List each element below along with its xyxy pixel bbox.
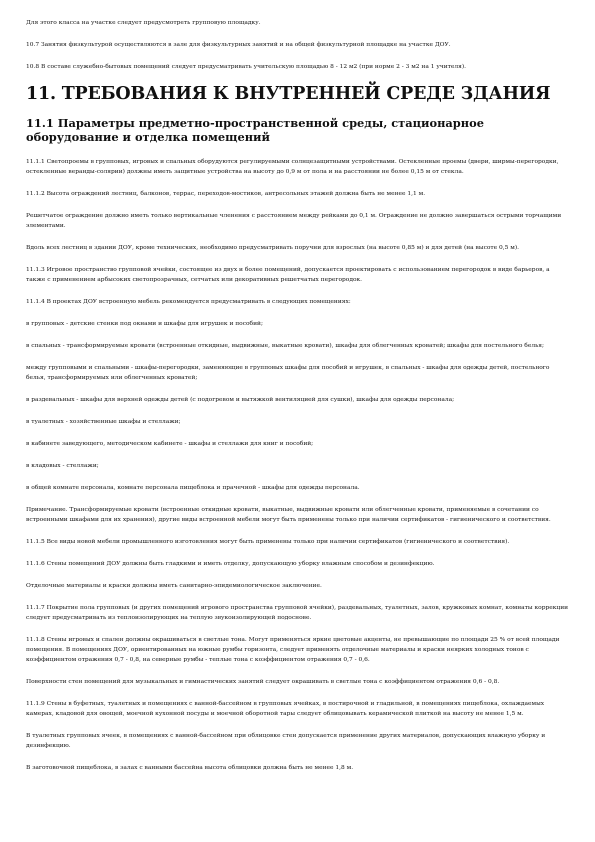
list-item: в туалетных - хозяйственные шкафы и стеллажи; xyxy=(26,419,181,425)
paragraph-11-1-1: 11.1.1 Светопроемы в групповых, игровых и спальных оборудуются регулируемыми солнцезащитными устройствами. Остекленные проемы (двери, ширмы-перегородки, остекленные веранды-солярии) должны иметь защитные устройства на высоту до 0,9 м от пола и на расстоянии не более 0,15 м от стекла. xyxy=(26,159,559,175)
list-item: между групповыми и спальными - шкафы-перегородки, заменяющие в групповых шкафы для пособий и игрушек, в спальных - шкафы для одежды детей, постельного белья, трансформируемых или облегченных кроватей; xyxy=(26,365,550,381)
paragraph-kitchen: В заготовочной пищеблока, в залах с ванными бассейна высота облицовки должна быть не менее 1,8 м. xyxy=(26,765,354,771)
paragraph-finishing-materials: Отделочные материалы и краски должны иметь санитарно-эпидемиологическое заключение. xyxy=(26,583,322,589)
section-body xyxy=(26,157,569,773)
paragraph-11-1-5: 11.1.5 Все виды новой мебели промышленного изготовления могут быть применены только при наличии сертификатов (гигиенического и соответствия). xyxy=(26,539,510,545)
list-item: в раздевальных - шкафы для верхней одежды детей (с подогревом и вытяжкой вентиляцией для сушки), шкафы для одежды персонала; xyxy=(26,397,455,403)
furniture-list xyxy=(26,319,569,493)
list-item: в групповых - детские стенки под окнами и шкафы для игрушек и пособий; xyxy=(26,321,263,327)
paragraph-handrails: Вдоль всех лестниц в здании ДОУ, кроме технических, необходимо предусматривать поручни для взрослых (на высоте 0,85 м) и для детей (на высоте 0,5 м). xyxy=(26,245,520,251)
paragraph-11-1-8: 11.1.8 Стены игровых и спален должны окрашиваться в светлые тона. Могут применяться яркие цветовые акценты, не превышающие по площади 25 % от всей площади помещения. В помещениях ДОУ, ориентированных на южные румбы горизонта, следует применять отделочные материалы и краски неярких холодных тонов с коэффициентом отражения 0,7 - 0,8, на северные румбы - теплые тона с коэффициентом отражения 0,7 - 0,6. xyxy=(26,637,560,663)
list-item: в спальных - трансформируемые кровати (встроенные откидные, выдвижные, выкатные кровати), шкафы для облегченных кроватей; шкафы для постельного белья; xyxy=(26,343,544,349)
intro-paragraph-3: 10.8 В составе служебно-бытовых помещений следует предусматривать учительскую площадью 8 - 12 м2 (при норме 2 - 3 м2 на 1 учителя). xyxy=(26,64,467,70)
list-item: в кладовых - стеллажи; xyxy=(26,463,99,469)
list-item: в общей комнате персонала, комнате персонала пищеблока и прачечной - шкафы для одежды персонала. xyxy=(26,485,360,491)
paragraph-11-1-7: 11.1.7 Покрытие пола групповых (и других помещений игрового пространства групповой ячейки), раздевальных, туалетных, залов, кружковых комнат, комнаты коррекции следует предусматривать из теплоизолирующих на теплую звукоизолирующей подоснове. xyxy=(26,605,569,621)
subsection-title: 11.1 Параметры предметно-пространственной среды, стационарное оборудование и отделка помещений xyxy=(26,116,484,144)
paragraph-music-halls: Поверхности стен помещений для музыкальных и гимнастических занятий следует окрашивать в светлые тона с коэффициентом отражения 0,6 - 0,8. xyxy=(26,679,500,685)
paragraph-11-1-4: 11.1.4 В проектах ДОУ встроенную мебель рекомендуется предусматривать в следующих помещениях: xyxy=(26,299,351,305)
intro-paragraph-1: Для этого класса на участке следует предусмотреть групповую площадку. xyxy=(26,20,261,26)
paragraph-toilets: В туалетных групповых ячеек, в помещениях с ванной-бассейном при облицовке стен допускается применение других материалов, допускающих влажную уборку и дезинфекцию. xyxy=(26,733,546,749)
note-paragraph: Примечание. Трансформируемые кровати (встроенные откидные кровати, выкатные, выдвижные кровати или облегченные кровати, применяемые в сочетании со встроенными шкафами для их хранения), другие виды встроенной мебели могут быть применены только при наличии сертификатов - гигиенического и соответствия. xyxy=(26,507,551,523)
paragraph-11-1-2: 11.1.2 Высота ограждений лестниц, балконов, террас, переходов-мостиков, антресольных этажей должна быть не менее 1,1 м. xyxy=(26,191,426,197)
section-title: 11. ТРЕБОВАНИЯ К ВНУТРЕННЕЙ СРЕДЕ ЗДАНИЯ xyxy=(26,84,551,104)
paragraph-11-1-6: 11.1.6 Стены помещений ДОУ должны быть гладкими и иметь отделку, допускающую уборку влажным способом и дезинфекцию. xyxy=(26,561,435,567)
paragraph-11-1-3: 11.1.3 Игровое пространство групповой ячейки, состоящее из двух и более помещений, допускается проектировать с использованием перегородок в виде барьеров, а также с применением арбысоких светопрозрачных, сетчатых или декоративных решетчатых перегородок. xyxy=(26,267,550,283)
paragraph-11-1-9: 11.1.9 Стены в буфетных, туалетных и помещениях с ванной-бассейном в групповых ячейках, в постирочной и гладильной, в помещениях пищеблока, охлаждаемых камерах, кладовой для овощей, моечной кухонной посуды и моечной оборотной тары следует облицовывать керамической плиткой на высоту не менее 1,5 м. xyxy=(26,701,545,717)
list-item: в кабинете заведующего, методическом кабинете - шкафы и стеллажи для книг и пособий; xyxy=(26,441,314,447)
paragraph-railing: Решетчатое ограждение должно иметь только вертикальные членения с расстоянием между рейками до 0,1 м. Ограждение не должно завершаться острыми торчащими элементами. xyxy=(26,213,562,229)
intro-paragraph-2: 10.7 Занятия физкультурой осуществляются в зале для физкультурных занятий и на общей физкультурной площадке на участке ДОУ. xyxy=(26,42,451,48)
